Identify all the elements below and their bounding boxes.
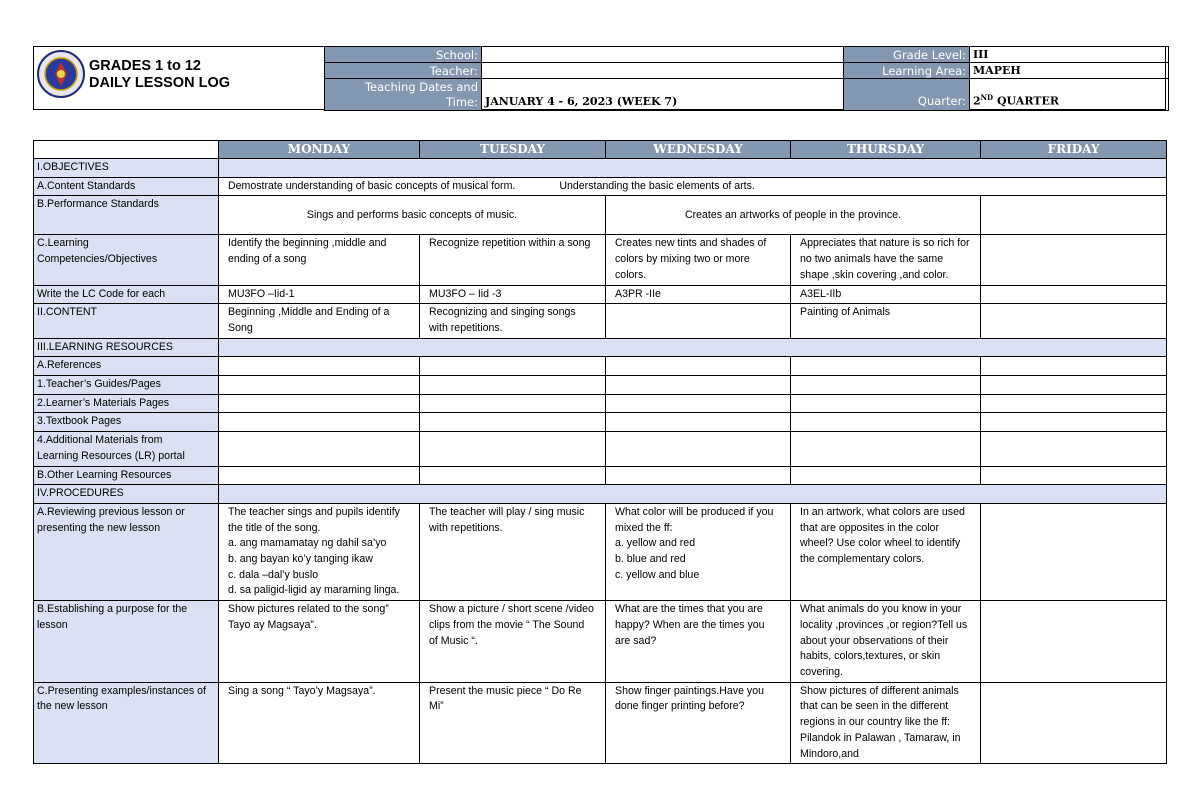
school-field[interactable] xyxy=(482,47,844,63)
competencies-label-line2: Competencies/Objectives xyxy=(37,253,158,266)
purpose-tuesday: Show a picture / short scene /video clips from the movie “ The Sound of Music “. xyxy=(420,601,606,683)
competencies-row xyxy=(34,235,1167,285)
textbook-wednesday xyxy=(606,413,791,432)
references-tuesday xyxy=(420,357,606,376)
day-tuesday: TUESDAY xyxy=(420,141,606,159)
other-resources-label: B.Other Learning Resources xyxy=(34,466,219,485)
reviewing-wednesday-line: a. yellow and red xyxy=(615,537,696,550)
purpose-thursday: What animals do you know in your locality ,provinces ,or region?Tell us about your observations of their habits, colors,textures, or skin covering. xyxy=(791,601,981,683)
lc-code-tuesday: MU3FO – Iid -3 xyxy=(420,285,606,304)
textbook-tuesday xyxy=(420,413,606,432)
learners-materials-monday xyxy=(219,394,420,413)
additional-materials-row xyxy=(34,432,1167,466)
presenting-friday xyxy=(981,682,1167,764)
day-monday: MONDAY xyxy=(219,141,420,159)
header-info-grid xyxy=(324,46,1169,111)
deped-seal-icon xyxy=(37,50,85,98)
lc-code-wednesday: A3PR -IIe xyxy=(606,285,791,304)
objectives-row xyxy=(34,159,1167,178)
purpose-monday: Show pictures related to the song” Tayo ay Magsaya”. xyxy=(219,601,420,683)
references-monday xyxy=(219,357,420,376)
objectives-heading: I.OBJECTIVES xyxy=(34,159,219,178)
performance-standards-friday xyxy=(981,196,1167,235)
reviewing-wednesday-line: c. yellow and blue xyxy=(615,568,700,581)
content-standards-music: Demostrate understanding of basic concepts of musical form. xyxy=(228,179,516,192)
performance-standards-row xyxy=(34,196,1167,235)
learning-resources-cell xyxy=(219,338,1167,357)
teaching-dates-field[interactable]: JANUARY 4 - 6, 2023 (WEEK 7) xyxy=(482,79,844,111)
content-thursday: Painting of Animals xyxy=(791,304,981,338)
procedures-row xyxy=(34,485,1167,504)
quarter-number: 2 xyxy=(973,95,981,108)
learning-resources-row xyxy=(34,338,1167,357)
textbook-thursday xyxy=(791,413,981,432)
header-block xyxy=(33,46,1166,110)
lc-code-label: Write the LC Code for each xyxy=(34,285,219,304)
grade-level-field[interactable]: III xyxy=(970,47,1169,63)
teachers-guides-monday xyxy=(219,376,420,395)
competencies-label-line1: C.Learning xyxy=(37,237,89,250)
additional-materials-monday xyxy=(219,432,420,466)
procedures-cell xyxy=(219,485,1167,504)
performance-standards-arts: Creates an artworks of people in the province. xyxy=(606,196,981,235)
other-resources-wednesday xyxy=(606,466,791,485)
reviewing-monday-line: a. ang mamamatay ng dahil sa’yo xyxy=(228,537,387,550)
reviewing-thursday: In an artwork, what colors are used that are opposites in the color wheel? Use color wheel to identify the complementary colors. xyxy=(791,503,981,600)
content-monday: Beginning ,Middle and Ending of a Song xyxy=(219,304,420,338)
lc-code-friday xyxy=(981,285,1167,304)
teaching-dates-label-line1: Teaching Dates and xyxy=(364,79,478,94)
content-standards-cell xyxy=(219,177,1167,196)
reviewing-tuesday: The teacher will play / sing music with repetitions. xyxy=(420,503,606,600)
additional-materials-label-line1: 4.Additional Materials from xyxy=(37,434,163,447)
document-title xyxy=(89,58,230,92)
references-row xyxy=(34,357,1167,376)
presenting-row xyxy=(34,682,1167,764)
lc-code-row xyxy=(34,285,1167,304)
other-resources-friday xyxy=(981,466,1167,485)
learning-area-field[interactable]: MAPEH xyxy=(970,63,1169,79)
corner-cell xyxy=(34,141,219,159)
performance-standards-label: B.Performance Standards xyxy=(34,196,219,235)
reviewing-monday xyxy=(219,503,420,600)
learners-materials-row xyxy=(34,394,1167,413)
content-standards-label: A.Content Standards xyxy=(34,177,219,196)
learning-area-label: Learning Area: xyxy=(844,63,970,79)
learning-resources-heading: III.LEARNING RESOURCES xyxy=(34,338,219,357)
teachers-guides-tuesday xyxy=(420,376,606,395)
additional-materials-friday xyxy=(981,432,1167,466)
presenting-wednesday: Show finger paintings.Have you done finger printing before? xyxy=(606,682,791,764)
competencies-wednesday: Creates new tints and shades of colors by mixing two or more colors. xyxy=(606,235,791,285)
purpose-row xyxy=(34,601,1167,683)
teachers-guides-label: 1.Teacher’s Guides/Pages xyxy=(34,376,219,395)
other-resources-row xyxy=(34,466,1167,485)
presenting-label: C.Presenting examples/instances of the new lesson xyxy=(34,682,219,764)
teachers-guides-wednesday xyxy=(606,376,791,395)
reviewing-wednesday-line: b. blue and red xyxy=(615,553,686,566)
day-thursday: THURSDAY xyxy=(791,141,981,159)
competencies-monday: Identify the beginning ,middle and ending of a song xyxy=(219,235,420,285)
learners-materials-label: 2.Learner’s Materials Pages xyxy=(34,394,219,413)
additional-materials-thursday xyxy=(791,432,981,466)
quarter-field[interactable] xyxy=(970,79,1169,111)
purpose-label: B.Establishing a purpose for the lesson xyxy=(34,601,219,683)
competencies-thursday: Appreciates that nature is so rich for no two animals have the same shape ,skin covering ,and color. xyxy=(791,235,981,285)
learners-materials-friday xyxy=(981,394,1167,413)
lc-code-monday: MU3FO –Iid-1 xyxy=(219,285,420,304)
teachers-guides-thursday xyxy=(791,376,981,395)
references-thursday xyxy=(791,357,981,376)
quarter-label: Quarter: xyxy=(844,79,970,111)
procedures-heading: IV.PROCEDURES xyxy=(34,485,219,504)
content-tuesday: Recognizing and singing songs with repetitions. xyxy=(420,304,606,338)
teaching-dates-label xyxy=(325,79,482,111)
teaching-dates-label-line2: Time: xyxy=(445,94,478,109)
content-friday xyxy=(981,304,1167,338)
additional-materials-tuesday xyxy=(420,432,606,466)
competencies-label xyxy=(34,235,219,285)
content-label: II.CONTENT xyxy=(34,304,219,338)
teachers-guides-row xyxy=(34,376,1167,395)
teacher-label: Teacher: xyxy=(325,63,482,79)
reviewing-label: A.Reviewing previous lesson or presenting the new lesson xyxy=(34,503,219,600)
reviewing-monday-line: d. sa paligid-ligid ay maraming linga. xyxy=(228,584,400,597)
day-wednesday: WEDNESDAY xyxy=(606,141,791,159)
purpose-friday xyxy=(981,601,1167,683)
textbook-label: 3.Textbook Pages xyxy=(34,413,219,432)
additional-materials-label-line2: Learning Resources (LR) portal xyxy=(37,449,185,462)
reviewing-wednesday xyxy=(606,503,791,600)
reviewing-monday-line: c. dala –dal’y buslo xyxy=(228,568,319,581)
teachers-guides-friday xyxy=(981,376,1167,395)
other-resources-thursday xyxy=(791,466,981,485)
content-wednesday xyxy=(606,304,791,338)
competencies-friday xyxy=(981,235,1167,285)
content-standards-row xyxy=(34,177,1167,196)
performance-standards-music: Sings and performs basic concepts of music. xyxy=(219,196,606,235)
textbook-monday xyxy=(219,413,420,432)
purpose-wednesday: What are the times that you are happy? When are the times you are sad? xyxy=(606,601,791,683)
additional-materials-label xyxy=(34,432,219,466)
day-friday: FRIDAY xyxy=(981,141,1167,159)
lc-code-thursday: A3EL-IIb xyxy=(791,285,981,304)
additional-materials-wednesday xyxy=(606,432,791,466)
quarter-word: QUARTER xyxy=(993,95,1059,108)
other-resources-monday xyxy=(219,466,420,485)
teacher-field[interactable] xyxy=(482,63,844,79)
presenting-monday: Sing a song “ Tayo’y Magsaya”. xyxy=(219,682,420,764)
textbook-row xyxy=(34,413,1167,432)
learners-materials-thursday xyxy=(791,394,981,413)
reviewing-wednesday-line: What color will be produced if you mixed the ff: xyxy=(615,505,774,534)
school-label: School: xyxy=(325,47,482,63)
competencies-tuesday: Recognize repetition within a song xyxy=(420,235,606,285)
presenting-thursday: Show pictures of different animals that can be seen in the different regions in our country like the ff: Pilandok in Palawan , Tamaraw, in Mindoro,and xyxy=(791,682,981,764)
content-row xyxy=(34,304,1167,338)
references-label: A.References xyxy=(34,357,219,376)
title-line-1: GRADES 1 to 12 xyxy=(89,58,201,74)
day-header-row xyxy=(34,141,1167,159)
lesson-log-table xyxy=(33,140,1167,764)
learners-materials-tuesday xyxy=(420,394,606,413)
reviewing-monday-line: b. ang bayan ko’y tanging ikaw xyxy=(228,553,373,566)
reviewing-friday xyxy=(981,503,1167,600)
quarter-suffix: ND xyxy=(980,93,994,103)
reviewing-monday-line: The teacher sings and pupils identify the title of the song. xyxy=(228,505,400,534)
presenting-tuesday: Present the music piece “ Do Re Mi” xyxy=(420,682,606,764)
other-resources-tuesday xyxy=(420,466,606,485)
grade-level-label: Grade Level: xyxy=(844,47,970,63)
references-friday xyxy=(981,357,1167,376)
objectives-cell xyxy=(219,159,1167,178)
learners-materials-wednesday xyxy=(606,394,791,413)
reviewing-row xyxy=(34,503,1167,600)
content-standards-arts: Understanding the basic elements of arts. xyxy=(559,179,755,192)
textbook-friday xyxy=(981,413,1167,432)
title-line-2: DAILY LESSON LOG xyxy=(89,75,230,91)
references-wednesday xyxy=(606,357,791,376)
